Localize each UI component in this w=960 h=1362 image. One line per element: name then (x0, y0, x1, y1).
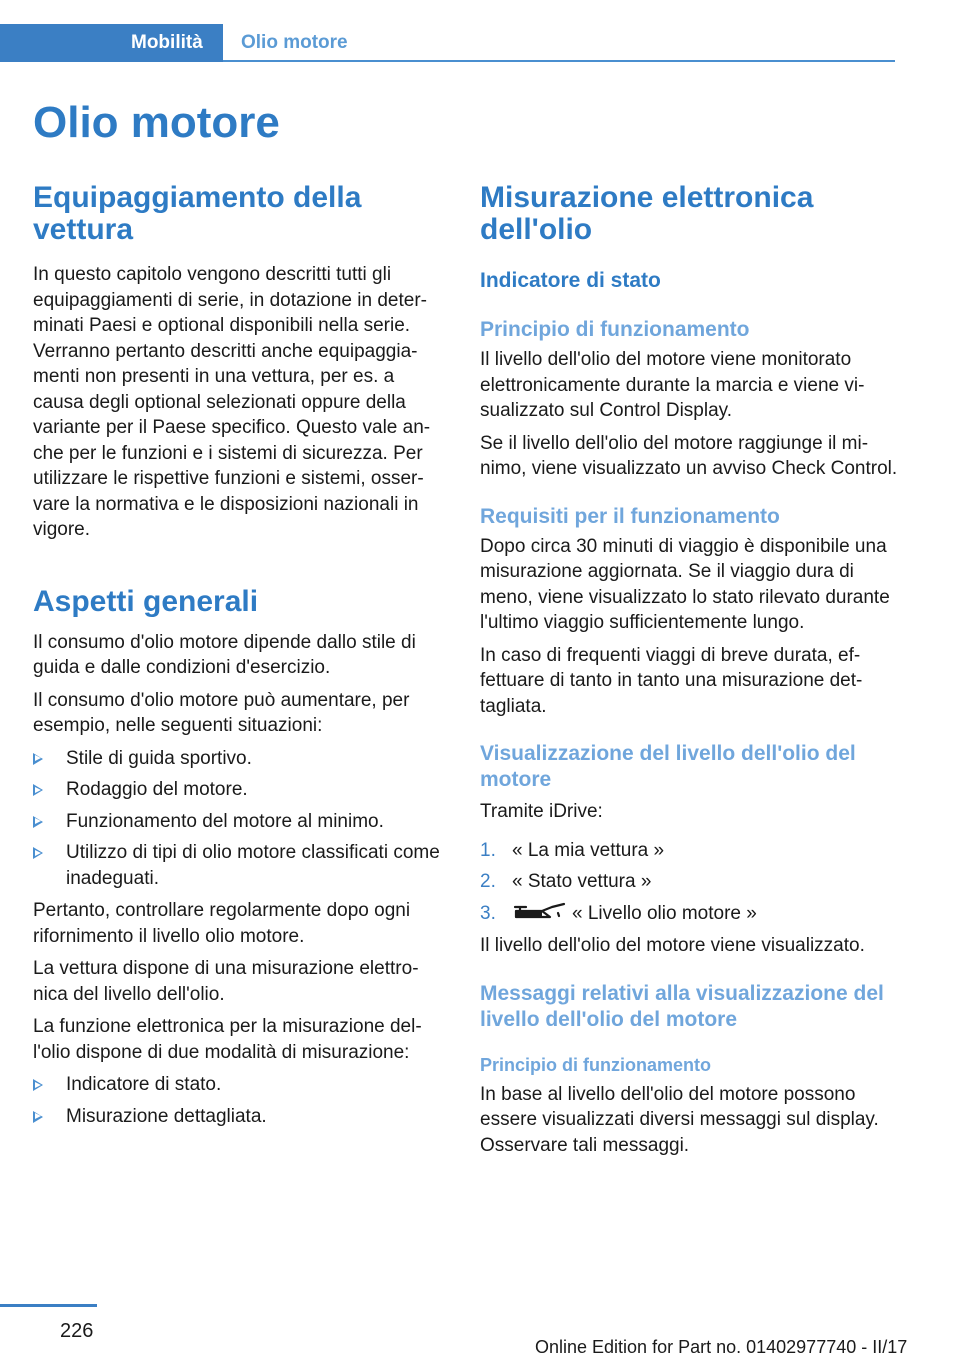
running-header (0, 24, 895, 62)
list-item (33, 777, 447, 803)
left-column (33, 182, 447, 1129)
general-paragraph-4: La vettura dispone di una misurazione elettronica del livello dell'olio. (33, 958, 419, 1005)
general-paragraph-2: Il consumo d'olio motore può aumentare, per esempio, nelle seguenti situazioni: (33, 689, 410, 736)
equipment-heading: Equipaggiamento della vettura (33, 181, 362, 246)
requirements-paragraph-2: In caso di frequenti viaggi di breve durata, effettuare di tanto in tanto una misurazione dettagliata. (480, 644, 863, 717)
display-heading: Visualizzazione del livello dell'olio del motore (480, 742, 856, 791)
general-paragraph-5: La funzione elettronica per la misurazione dell'olio dispone di due modalità di misurazione: (33, 1016, 422, 1063)
general-paragraph-3: Pertanto, controllare regolarmente dopo ogni rifornimento il livello olio motore. (33, 900, 411, 947)
measurement-heading: Misurazione elettronica dell'olio (480, 181, 814, 246)
list-item (33, 809, 447, 835)
list-item-text: Utilizzo di tipi di olio motore classificati come inadeguati. (66, 842, 440, 889)
chapter-tab: Olio motore (241, 32, 348, 53)
step-text: « La mia vettura » (512, 839, 665, 861)
messages-paragraph: In base al livello dell'olio del motore possono essere visualizzati diversi messaggi sul display. Osservare tali messaggi. (480, 1083, 879, 1156)
principle-paragraph-2: Se il livello dell'olio del motore raggiunge il minimo, viene visualizzato un avviso Check Control. (480, 432, 898, 479)
triangle-bullet-icon (33, 816, 43, 828)
list-item-text: Rodaggio del motore. (66, 779, 248, 800)
status-indicator-heading: Indicatore di stato (480, 269, 661, 292)
list-item (33, 1072, 447, 1098)
page-number: 226 (60, 1320, 94, 1342)
step-number: 3. (480, 902, 496, 924)
requirements-paragraph-1: Dopo circa 30 minuti di viaggio è disponibile una misurazione aggiornata. Se il viaggio dura di meno, viene visualizzato lo stato rilevato durante l'ultimo viaggio sufficientemente lungo. (480, 535, 890, 633)
list-item (480, 869, 898, 895)
equipment-text: In questo capitolo vengono descritti tutti gli equipaggiamenti di serie, in dotazione in determinati Paesi e optional disponibili nella serie. Verranno pertanto descritti anche equipaggiamenti non presenti in una vettura, per es. a causa degli optional selezionati oppure della variante per il Paese specifico. Questo vale anche per le funzioni e i sistemi di sicurezza. Per utilizzare le rispettive funzioni e sistemi, osservare la normativa e le disposizioni nazionali in vigore. (33, 264, 431, 540)
oil-can-icon (512, 901, 566, 923)
triangle-bullet-icon (33, 847, 43, 859)
triangle-bullet-icon (33, 784, 43, 796)
list-item (33, 746, 447, 772)
list-item (480, 838, 898, 864)
list-item (480, 901, 898, 927)
edition-note: Online Edition for Part no. 01402977740 - II/17 (535, 1337, 908, 1357)
messages-heading: Messaggi relativi alla visualizzazione del livello dell'olio del motore (480, 981, 884, 1031)
display-paragraph-1: Tramite iDrive: (480, 801, 603, 822)
list-item-text: Indicatore di stato. (66, 1074, 222, 1095)
triangle-bullet-icon (33, 753, 43, 765)
section-tab: Mobilità (0, 24, 223, 62)
triangle-bullet-icon (33, 1111, 43, 1123)
step-number: 1. (480, 839, 496, 861)
right-column (480, 182, 898, 1158)
list-item-text: Misurazione dettagliata. (66, 1105, 267, 1127)
list-item-text: Funzionamento del motore al minimo. (66, 810, 384, 832)
messages-principle-heading: Principio di funzionamento (480, 1054, 711, 1075)
modes-list (33, 1072, 447, 1129)
requirements-heading: Requisiti per il funzionamento (480, 504, 780, 528)
list-item (33, 840, 447, 891)
general-heading: Aspetti generali (33, 584, 259, 618)
idrive-steps-list (480, 838, 898, 927)
step-number: 2. (480, 871, 496, 892)
list-item-text: Stile di guida sportivo. (66, 747, 252, 769)
general-paragraph-1: Il consumo d'olio motore dipende dallo stile di guida e dalle condizioni d'esercizio. (33, 631, 416, 678)
list-item (33, 1104, 447, 1130)
step-text: « Stato vettura » (512, 871, 652, 892)
display-paragraph-2: Il livello dell'olio del motore viene visualizzato. (480, 935, 865, 956)
situations-list (33, 746, 447, 892)
principle-heading: Principio di funzionamento (480, 318, 750, 341)
page-title: Olio motore (33, 98, 280, 147)
footer-rule (0, 1304, 97, 1307)
triangle-bullet-icon (33, 1079, 43, 1091)
principle-paragraph-1: Il livello dell'olio del motore viene monitorato elettronicamente durante la marcia e viene visualizzato sul Control Display. (480, 349, 865, 421)
step-text: « Livello olio motore » (572, 902, 757, 924)
